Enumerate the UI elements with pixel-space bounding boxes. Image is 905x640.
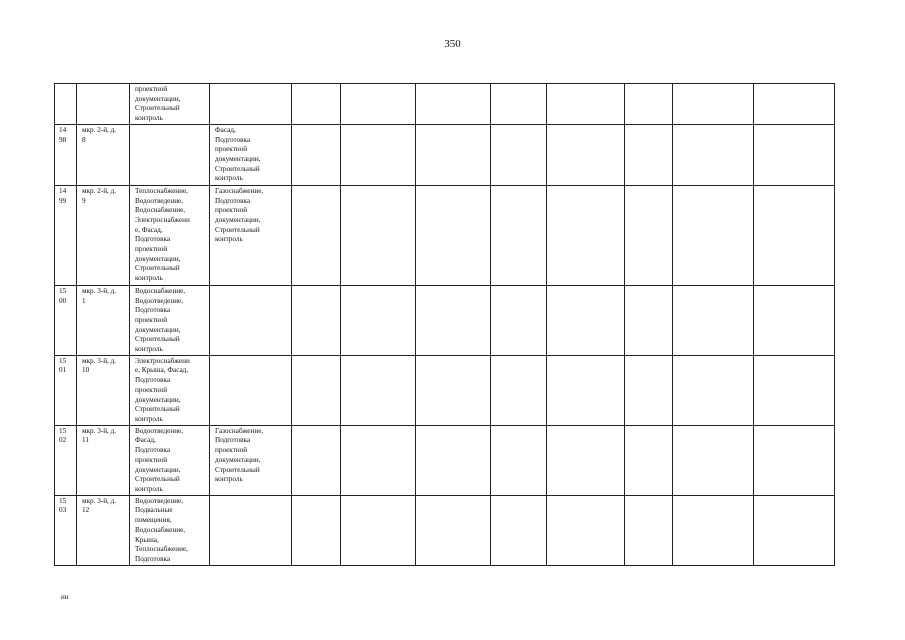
table-row bbox=[55, 84, 835, 125]
works-cell bbox=[130, 124, 210, 185]
empty-cell bbox=[547, 495, 625, 565]
works-cell: Водоснабжение, Водоотведение, Подготовка проектной документации, Строительный контроль bbox=[130, 285, 210, 355]
row-number-cell: 14 99 bbox=[55, 185, 77, 285]
empty-cell bbox=[416, 185, 491, 285]
works-cell bbox=[210, 84, 292, 125]
empty-cell bbox=[341, 84, 416, 125]
empty-cell bbox=[547, 84, 625, 125]
empty-cell bbox=[416, 425, 491, 495]
empty-cell bbox=[754, 285, 835, 355]
empty-cell bbox=[416, 84, 491, 125]
empty-cell bbox=[754, 495, 835, 565]
works-cell bbox=[210, 285, 292, 355]
empty-cell bbox=[292, 124, 341, 185]
empty-cell bbox=[491, 124, 547, 185]
works-cell: Водоотведение, Фасад, Подготовка проектной документации, Строительный контроль bbox=[130, 425, 210, 495]
empty-cell bbox=[292, 285, 341, 355]
empty-cell bbox=[292, 495, 341, 565]
footer-note: нн bbox=[61, 593, 69, 601]
empty-cell bbox=[625, 425, 673, 495]
empty-cell bbox=[673, 124, 754, 185]
works-cell bbox=[210, 355, 292, 425]
empty-cell bbox=[673, 185, 754, 285]
empty-cell bbox=[673, 425, 754, 495]
empty-cell bbox=[491, 285, 547, 355]
empty-cell bbox=[416, 495, 491, 565]
empty-cell bbox=[491, 355, 547, 425]
address-cell: мкр. 3-й, д. 12 bbox=[77, 495, 130, 565]
empty-cell bbox=[416, 124, 491, 185]
row-number-cell: 15 00 bbox=[55, 285, 77, 355]
works-cell: Газоснабжение, Подготовка проектной документации, Строительный контроль bbox=[210, 185, 292, 285]
empty-cell bbox=[341, 124, 416, 185]
empty-cell bbox=[547, 355, 625, 425]
address-cell: мкр. 3-й, д. 10 bbox=[77, 355, 130, 425]
empty-cell bbox=[491, 84, 547, 125]
empty-cell bbox=[547, 185, 625, 285]
table-row bbox=[55, 185, 835, 285]
works-cell: Водоотведение, Подвальные помещения, Водоснабжение, Крыша, Теплоснабжение, Подготовка bbox=[130, 495, 210, 565]
row-number-cell: 15 03 bbox=[55, 495, 77, 565]
empty-cell bbox=[625, 355, 673, 425]
empty-cell bbox=[754, 355, 835, 425]
address-cell: мкр. 3-й, д. 1 bbox=[77, 285, 130, 355]
empty-cell bbox=[341, 285, 416, 355]
empty-cell bbox=[754, 185, 835, 285]
empty-cell bbox=[292, 84, 341, 125]
empty-cell bbox=[673, 495, 754, 565]
empty-cell bbox=[673, 84, 754, 125]
empty-cell bbox=[292, 185, 341, 285]
works-cell: проектной документации, Строительный контроль bbox=[130, 84, 210, 125]
table-row bbox=[55, 285, 835, 355]
table-row bbox=[55, 355, 835, 425]
empty-cell bbox=[673, 355, 754, 425]
empty-cell bbox=[416, 355, 491, 425]
empty-cell bbox=[341, 355, 416, 425]
table-row bbox=[55, 425, 835, 495]
works-cell: Электроснабжени е, Крыша, Фасад, Подготовка проектной документации, Строительный контроль bbox=[130, 355, 210, 425]
empty-cell bbox=[547, 124, 625, 185]
row-number-cell bbox=[55, 84, 77, 125]
works-cell: Газоснабжение, Подготовка проектной документации, Строительный контроль bbox=[210, 425, 292, 495]
empty-cell bbox=[673, 285, 754, 355]
address-cell bbox=[77, 84, 130, 125]
empty-cell bbox=[292, 425, 341, 495]
row-number-cell: 14 98 bbox=[55, 124, 77, 185]
page-number: 350 bbox=[444, 38, 461, 50]
empty-cell bbox=[754, 84, 835, 125]
table-row bbox=[55, 495, 835, 565]
empty-cell bbox=[547, 425, 625, 495]
address-cell: мкр. 3-й, д. 11 bbox=[77, 425, 130, 495]
empty-cell bbox=[625, 124, 673, 185]
empty-cell bbox=[491, 425, 547, 495]
empty-cell bbox=[754, 425, 835, 495]
row-number-cell: 15 02 bbox=[55, 425, 77, 495]
works-table bbox=[54, 83, 835, 566]
empty-cell bbox=[754, 124, 835, 185]
empty-cell bbox=[625, 185, 673, 285]
empty-cell bbox=[625, 495, 673, 565]
works-cell bbox=[210, 495, 292, 565]
empty-cell bbox=[341, 425, 416, 495]
address-cell: мкр. 2-й, д. 8 bbox=[77, 124, 130, 185]
table-row bbox=[55, 124, 835, 185]
works-cell: Фасад, Подготовка проектной документации, Строительный контроль bbox=[210, 124, 292, 185]
empty-cell bbox=[341, 185, 416, 285]
works-cell: Теплоснабжение, Водоотведение, Водоснабжение, Электроснабжени е, Фасад, Подготовка проектной документации, Строительный контроль bbox=[130, 185, 210, 285]
empty-cell bbox=[491, 495, 547, 565]
empty-cell bbox=[292, 355, 341, 425]
empty-cell bbox=[625, 84, 673, 125]
empty-cell bbox=[625, 285, 673, 355]
empty-cell bbox=[491, 185, 547, 285]
address-cell: мкр. 2-й, д. 9 bbox=[77, 185, 130, 285]
empty-cell bbox=[547, 285, 625, 355]
row-number-cell: 15 01 bbox=[55, 355, 77, 425]
empty-cell bbox=[416, 285, 491, 355]
empty-cell bbox=[341, 495, 416, 565]
